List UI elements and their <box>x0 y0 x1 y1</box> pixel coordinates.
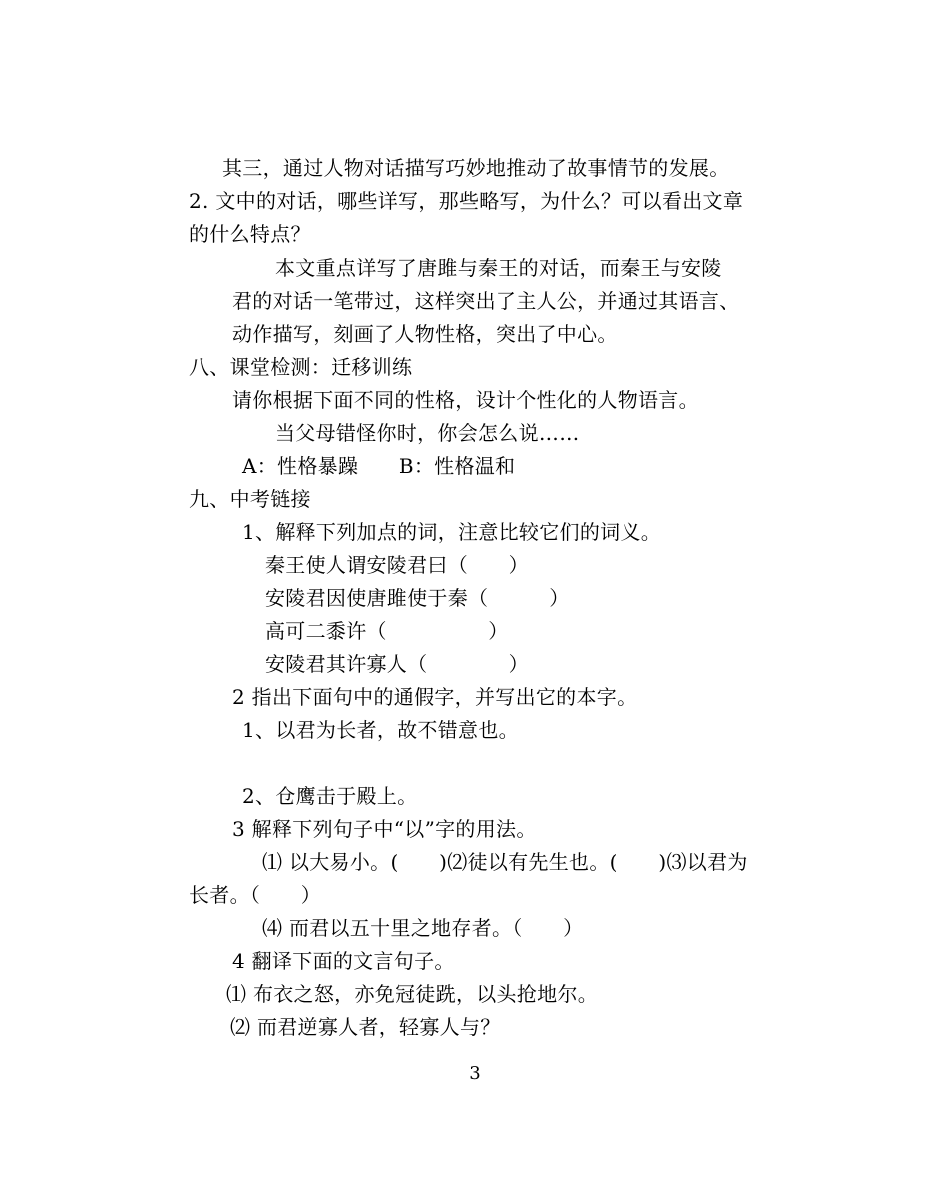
options-line: A：性格暴躁 B：性格温和 <box>242 454 516 478</box>
exercise-item: 秦王使人谓安陵君曰（ ） <box>265 553 529 577</box>
answer-line: 本文重点详写了唐雎与秦王的对话，而秦王与安陵 <box>275 256 722 280</box>
exercise-item: ⑴ 以大易小。( )⑵徒以有先生也。( )⑶以君为 <box>262 850 748 874</box>
exercise-4: 4 翻译下面的文言句子。 <box>232 949 455 973</box>
exercise-2: 2 指出下面句中的通假字，并写出它的本字。 <box>232 685 638 709</box>
exercise-item: ⑵ 而君逆寡人者，轻寡人与？ <box>230 1015 501 1039</box>
section-heading-8: 八、课堂检测：迁移训练 <box>189 355 413 379</box>
answer-line: 君的对话一笔带过，这样突出了主人公，并通过其语言、 <box>232 289 740 313</box>
page-number: 3 <box>469 1063 481 1084</box>
exercise-3: 3 解释下列句子中“以”字的用法。 <box>232 817 537 841</box>
exercise-item: 2、仓鹰击于殿上。 <box>242 784 418 808</box>
text-line: 的什么特点？ <box>189 222 311 246</box>
exercise-item: 高可二黍许（ ） <box>265 619 509 643</box>
exercise-item: 安陵君因使唐雎使于秦（ ） <box>265 586 570 610</box>
exercise-item: 安陵君其许寡人（ ） <box>265 652 529 676</box>
exercise-item: 1、以君为长者，故不错意也。 <box>242 718 519 742</box>
exercise-item: ⑴ 布衣之怒，亦免冠徒跣，以头抢地尔。 <box>226 982 599 1006</box>
section-heading-9: 九、中考链接 <box>189 487 311 511</box>
text-line: 请你根据下面不同的性格，设计个性化的人物语言。 <box>232 388 699 412</box>
exercise-1: 1、解释下列加点的词，注意比较它们的词义。 <box>242 520 662 544</box>
text-line: 其三，通过人物对话描写巧妙地推动了故事情节的发展。 <box>222 156 730 180</box>
answer-line: 动作描写，刻画了人物性格，突出了中心。 <box>232 322 618 346</box>
text-line: 当父母错怪你时，你会怎么说…… <box>275 421 580 445</box>
question-2: 2. 文中的对话，哪些详写，那些略写，为什么？可以看出文章 <box>189 189 744 213</box>
exercise-item: 长者。（ ） <box>189 883 322 907</box>
exercise-item: ⑷ 而君以五十里之地存者。（ ） <box>262 916 584 940</box>
